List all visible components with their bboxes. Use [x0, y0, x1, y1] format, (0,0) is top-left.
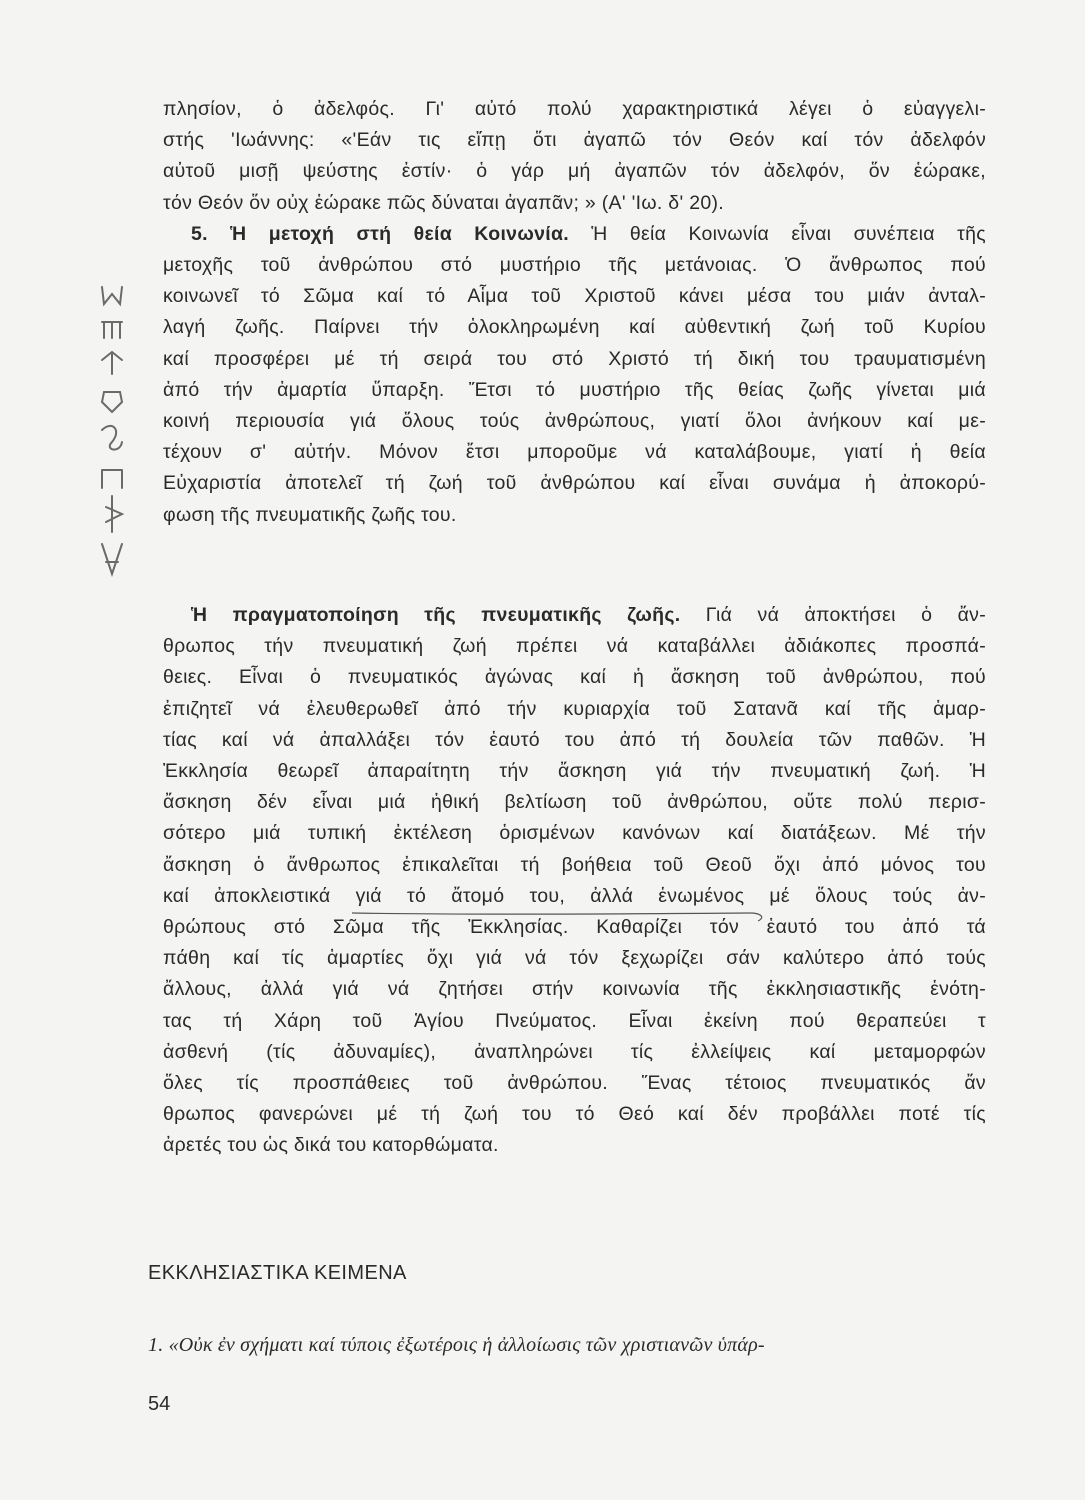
text-line: θρώπους στό Σῶμα τῆς Ἐκκλησίας. Καθαρίζει τόν ἑαυτό του ἀπό τά	[163, 916, 986, 939]
handwritten-margin-note	[82, 282, 142, 582]
text-line: θρωπος φανερώνει μέ τή ζωή του τό Θεό καί δέν προβάλλει ποτέ τίς	[163, 1103, 986, 1126]
text-line: ἄλλους, ἀλλά γιά νά ζητήσει στήν κοινωνία τῆς ἐκκλησιαστικῆς ἑνότη-	[163, 978, 986, 1001]
paragraph-first-line	[163, 600, 986, 631]
quote-start: 1. «Οὐκ ἐν σχήματι καί τύποις ἐξωτέροις ἡ ἀλλοίωσις τῶν χριστιανῶν ὑπάρ-	[148, 1334, 765, 1356]
text-line: τας τή Χάρη τοῦ Ἁγίου Πνεύματος. Εἶναι ἐκείνη πού θεραπεύει τ	[163, 1009, 986, 1032]
paragraph-first-line	[163, 219, 986, 250]
text-run: Ἡ θεία Κοινωνία εἶναι συνέπεια τῆς	[568, 222, 986, 245]
text-line: ἐπιζητεῖ νά ἐλευθερωθεῖ ἀπό τήν κυριαρχία τοῦ Σατανᾶ καί τῆς ἁμαρ-	[163, 697, 986, 720]
text-line: τέχουν σ' αὐτήν. Μόνον ἔτσι μποροῦμε νά καταλάβουμε, γιατί ἡ θεία	[163, 441, 986, 464]
text-line: τόν Θεόν ὅν οὐχ ἑώρακε πῶς δύναται ἀγαπᾶν; » (Α' 'Ιω. δ' 20).	[163, 191, 725, 214]
text-line: κοινή περιουσία γιά ὅλους τούς ἀνθρώπους, γιατί ὅλοι ἀνήκουν καί με-	[163, 410, 986, 433]
text-line: τίας καί νά ἀπαλλάξει τόν ἑαυτό του ἀπό τή δουλεία τῶν παθῶν. Ἡ	[163, 728, 986, 751]
paragraph-heading: Ἡ πραγματοποίηση τῆς πνευματικῆς ζωῆς.	[191, 604, 681, 626]
section-heading: ΕΚΚΛΗΣΙΑΣΤΙΚΑ ΚΕΙΜΕΝΑ	[148, 1262, 407, 1284]
text-line: καί ἀποκλειστικά γιά τό ἄτομό του, ἀλλά ἑνωμένος μέ ὅλους τούς ἀν-	[163, 884, 986, 907]
text-line: ἀσθενή (τίς ἀδυναμίες), ἀναπληρώνει τίς ἐλλείψεις καί μεταμορφών	[163, 1040, 986, 1063]
pencil-underline	[350, 905, 770, 925]
text-line: καί προσφέρει μέ τή σειρά του στό Χριστό τή δική του τραυματισμένη	[163, 347, 986, 370]
text-line: ὅλες τίς προσπάθειες τοῦ ἀνθρώπου. Ἕνας τέτοιος πνευματικός ἄν	[163, 1072, 986, 1095]
text-line: θρωπος τήν πνευματική ζωή πρέπει νά καταβάλλει ἀδιάκοπες προσπά-	[163, 635, 986, 658]
text-line: Ἐκκλησία θεωρεῖ ἀπαραίτητη τήν ἄσκηση γιά τήν πνευματική ζωή. Ἡ	[163, 760, 986, 783]
text-line: στής 'Ιωάννης: «'Εάν τις εἴπῃ ὅτι ἀγαπῶ τόν Θεόν καί τόν ἀδελφόν	[163, 129, 986, 152]
text-line: φωση τῆς πνευματικῆς ζωῆς του.	[163, 503, 457, 526]
text-line: ἄσκηση δέν εἶναι μιά ἠθική βελτίωση τοῦ ἀνθρώπου, οὔτε πολύ περισ-	[163, 791, 986, 814]
text-line: λαγή ζωῆς. Παίρνει τήν ὁλοκληρωμένη καί αὐθεντική ζωή τοῦ Κυρίου	[163, 316, 986, 339]
paragraph-heading: 5. Ἡ μετοχή στή θεία Κοινωνία.	[191, 222, 569, 245]
text-line: κοινωνεῖ τό Σῶμα καί τό Αἷμα τοῦ Χριστοῦ κάνει μέσα του μιάν ἀνταλ-	[163, 285, 986, 308]
text-line: Εὐχαριστία ἀποτελεῖ τή ζωή τοῦ ἀνθρώπου καί εἶναι συνάμα ἡ ἀποκορύ-	[163, 472, 986, 495]
text-line: πλησίον, ὁ ἀδελφός. Γι' αὐτό πολύ χαρακτηριστικά λέγει ὁ εὐαγγελι-	[163, 98, 986, 120]
text-line: θειες. Εἶναι ὁ πνευματικός ἀγώνας καί ἡ ἄσκηση τοῦ ἀνθρώπου, πού	[163, 666, 986, 689]
text-line: σότερο μιά τυπική ἐκτέλεση ὁρισμένων κανόνων καί διατάξεων. Μέ τήν	[163, 822, 986, 845]
text-line: πάθη καί τίς ἁμαρτίες ὄχι γιά νά τόν ξεχωρίζει σάν καλύτερο ἀπό τούς	[163, 947, 986, 970]
page-number: 54	[148, 1393, 171, 1415]
text-block-upper	[163, 94, 986, 531]
text-line: ἀπό τήν ἁμαρτία ὕπαρξη. Ἔτσι τό μυστήριο τῆς θείας ζωῆς γίνεται μιά	[163, 378, 986, 401]
text-line: ἄσκηση ὁ ἄνθρωπος ἐπικαλεῖται τή βοήθεια τοῦ Θεοῦ ὄχι ἀπό μόνος του	[163, 853, 986, 876]
text-line: αὐτοῦ μισῇ ψεύστης ἐστίν· ὁ γάρ μή ἀγαπῶν τόν ἀδελφόν, ὅν ἑώρακε,	[163, 160, 986, 183]
text-run: Γιά νά ἀποκτήσει ὁ ἄν-	[680, 604, 986, 626]
text-line: μετοχῆς τοῦ ἀνθρώπου στό μυστήριο τῆς μετάνοιας. Ὁ ἄνθρωπος πού	[163, 254, 986, 277]
text-block-lower	[163, 600, 986, 1162]
text-line: ἀρετές του ὡς δικά του κατορθώματα.	[163, 1134, 499, 1157]
